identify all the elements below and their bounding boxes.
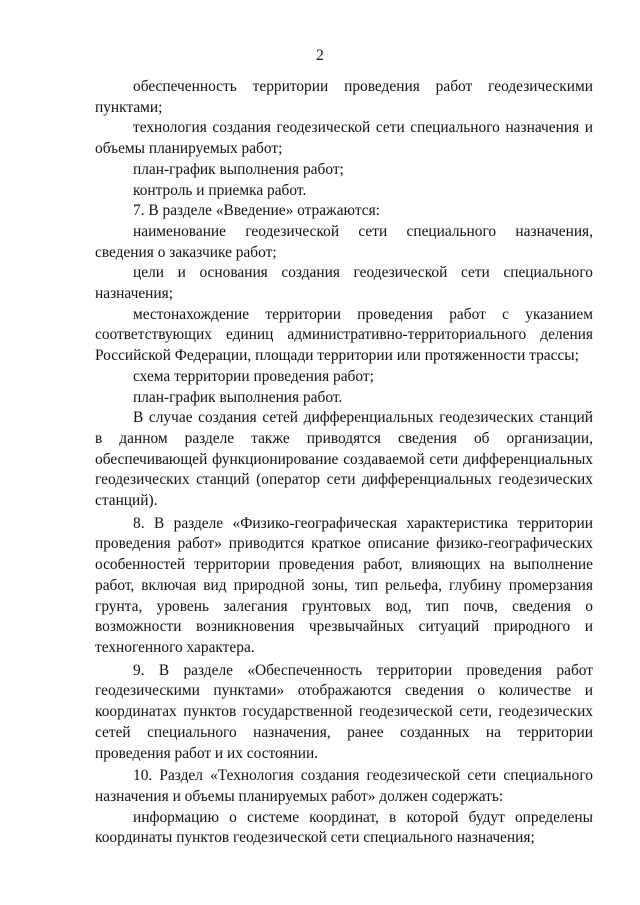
- paragraph: цели и основания создания геодезической сети специального назначения;: [95, 264, 593, 303]
- paragraph: 7. В разделе «Введение» отражаются:: [133, 202, 380, 220]
- document-body: [95, 77, 593, 849]
- paragraph: 9. В разделе «Обеспеченность территории проведения работ геодезическими пунктами» отображаются сведения о количестве и координатах пунктов государственной геодезической сети, геодезических сетей специального назначения, ранее созданных на территории проведения работ и их состоянии.: [95, 661, 593, 762]
- paragraph: контроль и приемка работ.: [133, 181, 307, 199]
- paragraph: 8. В разделе «Физико-географическая характеристика территории проведения работ» приводится краткое описание физико-географических особенностей территории проведения работ, влияющих на выполнение работ, включая вид природной зоны, тип рельефа, глубину промерзания грунта, уровень залегания грунтовых вод, тип почв, сведения о возможности возникновения чрезвычайных ситуаций природного и техногенного характера.: [95, 514, 593, 656]
- paragraph: план-график выполнения работ.: [133, 388, 343, 406]
- paragraph: обеспеченность территории проведения работ геодезическими пунктами;: [95, 78, 593, 116]
- paragraph: технология создания геодезической сети специального назначения и объемы планируемых работ;: [95, 119, 593, 158]
- paragraph: местонахождение территории проведения работ с указанием соответствующих единиц административно-территориального деления Российской Федерации, площади территории или протяженности трассы;: [95, 305, 593, 365]
- paragraph: В случае создания сетей дифференциальных геодезических станций в данном разделе также приводятся сведения об организации, обеспечивающей функционирование создаваемой сети дифференциальных геодезических станций (оператор сети дифференциальных геодезических станций).: [95, 409, 593, 510]
- page-number: 2: [316, 47, 324, 64]
- paragraph: наименование геодезической сети специального назначения, сведения о заказчике работ;: [95, 222, 593, 261]
- paragraph: 10. Раздел «Технология создания геодезической сети специального назначения и объемы планируемых работ» должен содержать:: [95, 767, 593, 805]
- paragraph: схема территории проведения работ;: [133, 367, 374, 385]
- paragraph: план-график выполнения работ;: [133, 160, 344, 178]
- paragraph: информацию о системе координат, в которой будут определены координаты пунктов геодезической сети специального назначения;: [95, 808, 593, 847]
